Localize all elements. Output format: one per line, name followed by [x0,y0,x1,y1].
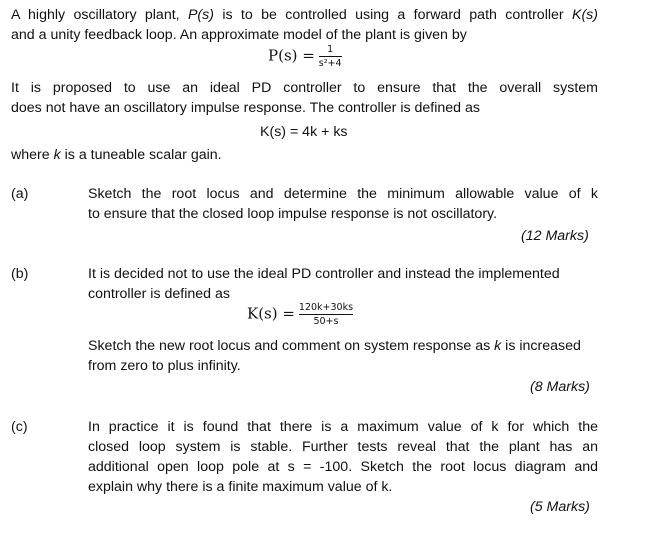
where-line [11,145,222,165]
part-c-marks: (5 Marks) [530,499,590,515]
part-b-marks: (8 Marks) [530,379,590,395]
plant-equation-lhs: P(s) = [268,46,315,65]
intro-line-2: and a unity feedback loop. An approximate model of the plant is given by [11,27,467,43]
where-text: is a tuneable scalar gain. [60,147,222,163]
part-b-line-2: controller is defined as [88,286,230,302]
part-b-equation-lhs: K(s) = [247,304,295,323]
para2-line-1: It is proposed to use an ideal PD controller to ensure that the overall system [11,80,598,96]
part-a-line-2: to ensure that the closed loop impulse response is not oscillatory. [88,206,498,222]
part-b-fraction [299,302,353,327]
controller-symbol: K(s) [571,7,598,23]
plant-symbol: P(s) [187,7,214,23]
part-a-line-1: Sketch the root locus and determine the minimum allowable value of k [88,186,598,202]
intro-text: A highly oscillatory plant, [11,7,188,23]
plant-numerator: 1 [327,44,334,55]
part-b-line-3 [88,336,581,356]
part-b-line-4: from zero to plus infinity. [88,358,241,374]
part-c-line-3: additional open loop pole at s = -100. Sketch the root locus diagram and [88,459,598,475]
part-c-line-1: In practice it is found that there is a maximum value of k for which the [88,419,598,435]
part-a-marks: (12 Marks) [521,228,589,244]
gain-symbol: k [494,338,502,354]
part-b-text: Sketch the new root locus and comment on system response as [88,338,495,354]
part-b-numerator: 120k+30ks [298,302,354,313]
where-text: where [11,147,54,163]
part-b-equation [247,302,353,327]
part-b-line-1: It is decided not to use the ideal PD controller and instead the implemented [88,266,560,282]
para2-line-2: does not have an oscillatory impulse response. The controller is defined as [11,100,480,116]
part-c-label: (c) [11,419,28,435]
part-c-line-4: explain why there is a finite maximum value of k. [88,479,393,495]
part-b-text: is increased [501,338,581,354]
fraction-bar [319,56,342,57]
part-a-label: (a) [11,186,29,202]
intro-text: is to be controlled using a forward path controller [213,7,572,23]
plant-fraction [319,44,342,69]
gain-symbol: k [53,147,61,163]
part-b-label: (b) [11,266,29,282]
intro-line-1 [11,5,598,25]
controller-equation: K(s) = 4k + ks [260,124,348,140]
part-b-denominator: 50+s [313,316,339,327]
part-c-line-2: closed loop system is stable. Further tests reveal that the plant has an [88,439,598,455]
fraction-bar [299,314,353,315]
plant-denominator: s²+4 [318,58,342,69]
plant-equation [268,44,342,69]
